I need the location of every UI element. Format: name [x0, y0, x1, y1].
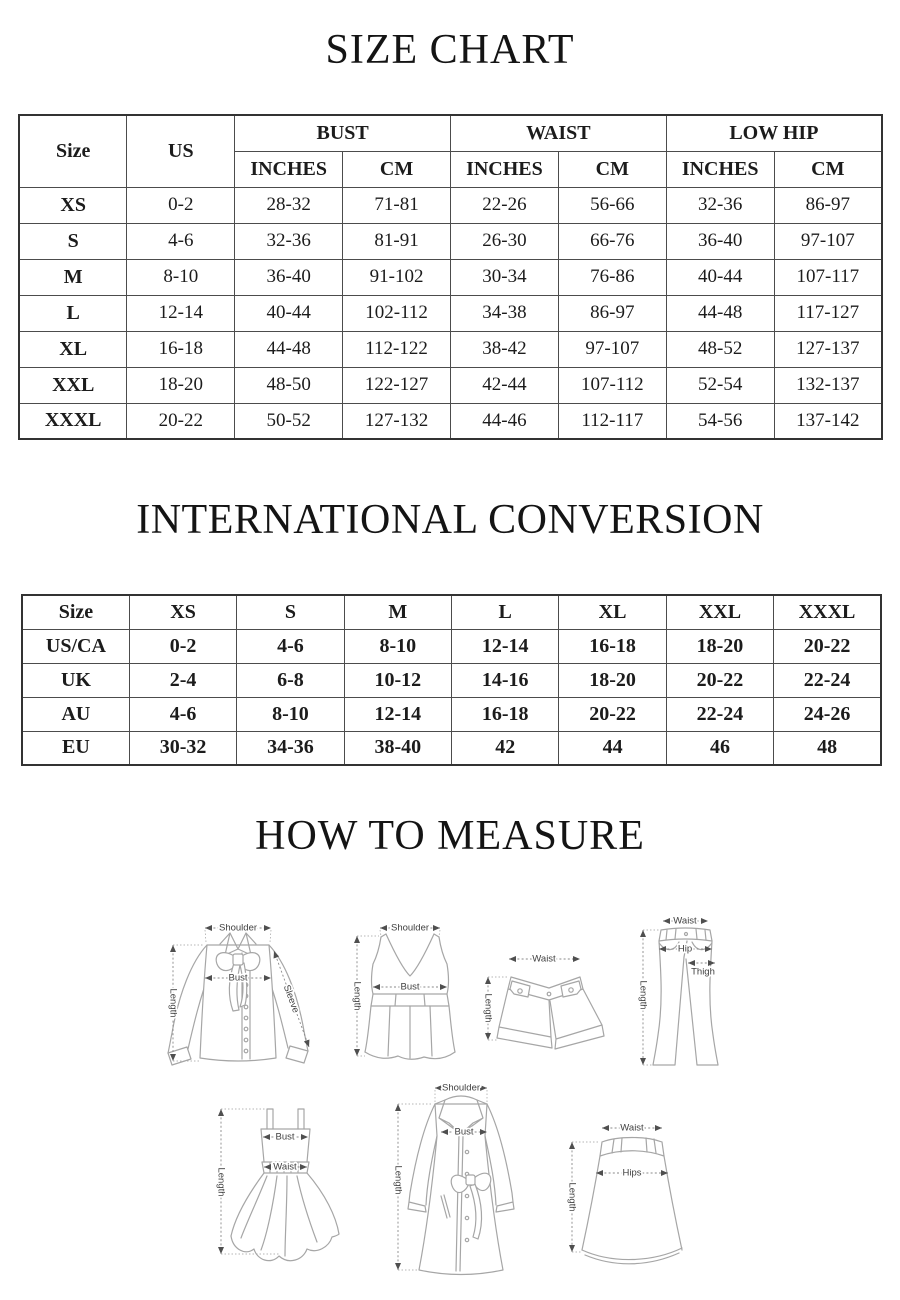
table-cell: 16-18 — [452, 697, 559, 731]
table-cell: 24-26 — [774, 697, 881, 731]
table-cell: 20-22 — [127, 403, 235, 439]
table-cell: 107-112 — [558, 367, 666, 403]
table-cell: 137-142 — [774, 403, 882, 439]
how-to-measure-diagrams — [0, 868, 900, 1300]
length-measure-label: Length — [392, 1165, 404, 1195]
length-measure-label: Length — [351, 981, 363, 1011]
table-cell: 34-36 — [237, 731, 344, 765]
row-label: EU — [22, 731, 129, 765]
tank-top-diagram — [346, 906, 464, 1068]
table-cell: 40-44 — [666, 259, 774, 295]
waist-measure-label: Waist — [273, 1161, 297, 1173]
table-cell: 44 — [559, 731, 666, 765]
header-bust-cm: CM — [343, 151, 451, 187]
table-cell: 48-52 — [666, 331, 774, 367]
table-cell: 44-48 — [666, 295, 774, 331]
header-l: L — [452, 595, 559, 629]
table-cell: 86-97 — [774, 187, 882, 223]
table-cell: 42-44 — [451, 367, 559, 403]
table-cell: 112-122 — [343, 331, 451, 367]
table-cell: 18-20 — [559, 663, 666, 697]
table-cell: 34-38 — [451, 295, 559, 331]
table-row — [19, 187, 882, 223]
table-cell: 52-54 — [666, 367, 774, 403]
table-cell: 48 — [774, 731, 881, 765]
size-chart-title: SIZE CHART — [325, 27, 575, 73]
table-row — [19, 259, 882, 295]
shorts-diagram — [468, 945, 628, 1065]
table-cell: XL — [19, 331, 127, 367]
table-row — [19, 331, 882, 367]
waist-measure-label: Waist — [673, 915, 697, 927]
table-cell: 36-40 — [666, 223, 774, 259]
table-cell: XS — [19, 187, 127, 223]
table-cell: 16-18 — [559, 629, 666, 663]
table-cell: 10-12 — [344, 663, 451, 697]
length-measure-label: Length — [566, 1182, 578, 1212]
table-cell: S — [19, 223, 127, 259]
table-cell: 107-117 — [774, 259, 882, 295]
table-cell: 8-10 — [127, 259, 235, 295]
hips-measure-label: Hips — [622, 1167, 642, 1179]
bust-measure-label: Bust — [275, 1131, 295, 1143]
table-row — [22, 663, 881, 697]
length-measure-label: Length — [167, 988, 179, 1018]
header-size: Size — [19, 115, 127, 187]
hip-measure-label: Hip — [677, 943, 693, 955]
header-hip-inches: INCHES — [666, 151, 774, 187]
table-cell: 50-52 — [235, 403, 343, 439]
table-cell: 30-34 — [451, 259, 559, 295]
table-cell: 0-2 — [129, 629, 236, 663]
table-row — [22, 595, 881, 629]
table-cell: 20-22 — [559, 697, 666, 731]
shoulder-measure-label: Shoulder — [441, 1082, 481, 1094]
table-cell: 48-50 — [235, 367, 343, 403]
table-cell: 132-137 — [774, 367, 882, 403]
row-label: US/CA — [22, 629, 129, 663]
header-bust: BUST — [235, 115, 451, 151]
thigh-measure-label: Thigh — [691, 966, 715, 978]
table-cell: 16-18 — [127, 331, 235, 367]
table-cell: XXL — [19, 367, 127, 403]
table-cell: 22-24 — [666, 697, 773, 731]
table-cell: 8-10 — [237, 697, 344, 731]
row-label: AU — [22, 697, 129, 731]
table-cell: 71-81 — [343, 187, 451, 223]
bust-measure-label: Bust — [400, 981, 420, 993]
table-cell: XXXL — [19, 403, 127, 439]
size-chart-table — [18, 114, 883, 440]
waist-measure-label: Waist — [620, 1122, 644, 1134]
table-cell: 81-91 — [343, 223, 451, 259]
sleeve-measure-label: Sleeve — [280, 983, 302, 1015]
table-cell: M — [19, 259, 127, 295]
table-cell: 127-132 — [343, 403, 451, 439]
table-cell: 4-6 — [129, 697, 236, 731]
table-cell: 2-4 — [129, 663, 236, 697]
table-cell: 54-56 — [666, 403, 774, 439]
header-us: US — [127, 115, 235, 187]
table-cell: 112-117 — [558, 403, 666, 439]
table-cell: 18-20 — [127, 367, 235, 403]
table-cell: L — [19, 295, 127, 331]
table-cell: 91-102 — [343, 259, 451, 295]
header-s: S — [237, 595, 344, 629]
table-cell: 36-40 — [235, 259, 343, 295]
table-cell: 8-10 — [344, 629, 451, 663]
header-bust-inches: INCHES — [235, 151, 343, 187]
table-cell: 86-97 — [558, 295, 666, 331]
how-to-measure-title: HOW TO MEASURE — [255, 813, 645, 859]
table-cell: 97-107 — [558, 331, 666, 367]
pants-diagram — [615, 903, 745, 1071]
table-row — [19, 295, 882, 331]
table-row — [22, 697, 881, 731]
header-low-hip: LOW HIP — [666, 115, 882, 151]
shoulder-measure-label: Shoulder — [218, 922, 258, 934]
shoulder-measure-label: Shoulder — [390, 922, 430, 934]
table-cell: 30-32 — [129, 731, 236, 765]
header-xs: XS — [129, 595, 236, 629]
table-cell: 97-107 — [774, 223, 882, 259]
table-cell: 66-76 — [558, 223, 666, 259]
table-cell: 6-8 — [237, 663, 344, 697]
dress-diagram — [203, 1086, 353, 1268]
table-row — [19, 115, 882, 151]
table-cell: 38-42 — [451, 331, 559, 367]
blouse-diagram — [150, 903, 340, 1081]
table-cell: 12-14 — [452, 629, 559, 663]
row-label: UK — [22, 663, 129, 697]
table-cell: 28-32 — [235, 187, 343, 223]
table-cell: 32-36 — [666, 187, 774, 223]
header-hip-cm: CM — [774, 151, 882, 187]
header-size: Size — [22, 595, 129, 629]
international-conversion-table — [21, 594, 882, 766]
table-cell: 12-14 — [344, 697, 451, 731]
table-cell: 44-48 — [235, 331, 343, 367]
table-row — [22, 731, 881, 765]
table-cell: 38-40 — [344, 731, 451, 765]
table-row — [19, 403, 882, 439]
table-cell: 46 — [666, 731, 773, 765]
table-cell: 12-14 — [127, 295, 235, 331]
table-cell: 22-24 — [774, 663, 881, 697]
table-cell: 76-86 — [558, 259, 666, 295]
header-m: M — [344, 595, 451, 629]
table-cell: 20-22 — [774, 629, 881, 663]
table-cell: 4-6 — [127, 223, 235, 259]
header-xl: XL — [559, 595, 666, 629]
header-waist: WAIST — [451, 115, 667, 151]
table-cell: 20-22 — [666, 663, 773, 697]
table-cell: 22-26 — [451, 187, 559, 223]
header-xxxl: XXXL — [774, 595, 881, 629]
table-row — [22, 629, 881, 663]
waist-measure-label: Waist — [532, 953, 556, 965]
length-measure-label: Length — [482, 993, 494, 1023]
table-row — [19, 367, 882, 403]
table-cell: 14-16 — [452, 663, 559, 697]
table-cell: 44-46 — [451, 403, 559, 439]
table-cell: 32-36 — [235, 223, 343, 259]
table-cell: 122-127 — [343, 367, 451, 403]
table-row — [19, 223, 882, 259]
table-cell: 56-66 — [558, 187, 666, 223]
bust-measure-label: Bust — [454, 1126, 474, 1138]
header-xxl: XXL — [666, 595, 773, 629]
table-cell: 40-44 — [235, 295, 343, 331]
table-cell: 102-112 — [343, 295, 451, 331]
coat-diagram — [383, 1078, 523, 1278]
table-cell: 26-30 — [451, 223, 559, 259]
table-cell: 4-6 — [237, 629, 344, 663]
bust-measure-label: Bust — [228, 972, 248, 984]
table-cell: 127-137 — [774, 331, 882, 367]
table-cell: 117-127 — [774, 295, 882, 331]
skirt-diagram — [558, 1112, 698, 1270]
table-cell: 18-20 — [666, 629, 773, 663]
length-measure-label: Length — [215, 1167, 227, 1197]
table-cell: 42 — [452, 731, 559, 765]
international-conversion-title: INTERNATIONAL CONVERSION — [136, 497, 764, 543]
header-waist-cm: CM — [558, 151, 666, 187]
header-waist-inches: INCHES — [451, 151, 559, 187]
length-measure-label: Length — [637, 980, 649, 1010]
table-cell: 0-2 — [127, 187, 235, 223]
